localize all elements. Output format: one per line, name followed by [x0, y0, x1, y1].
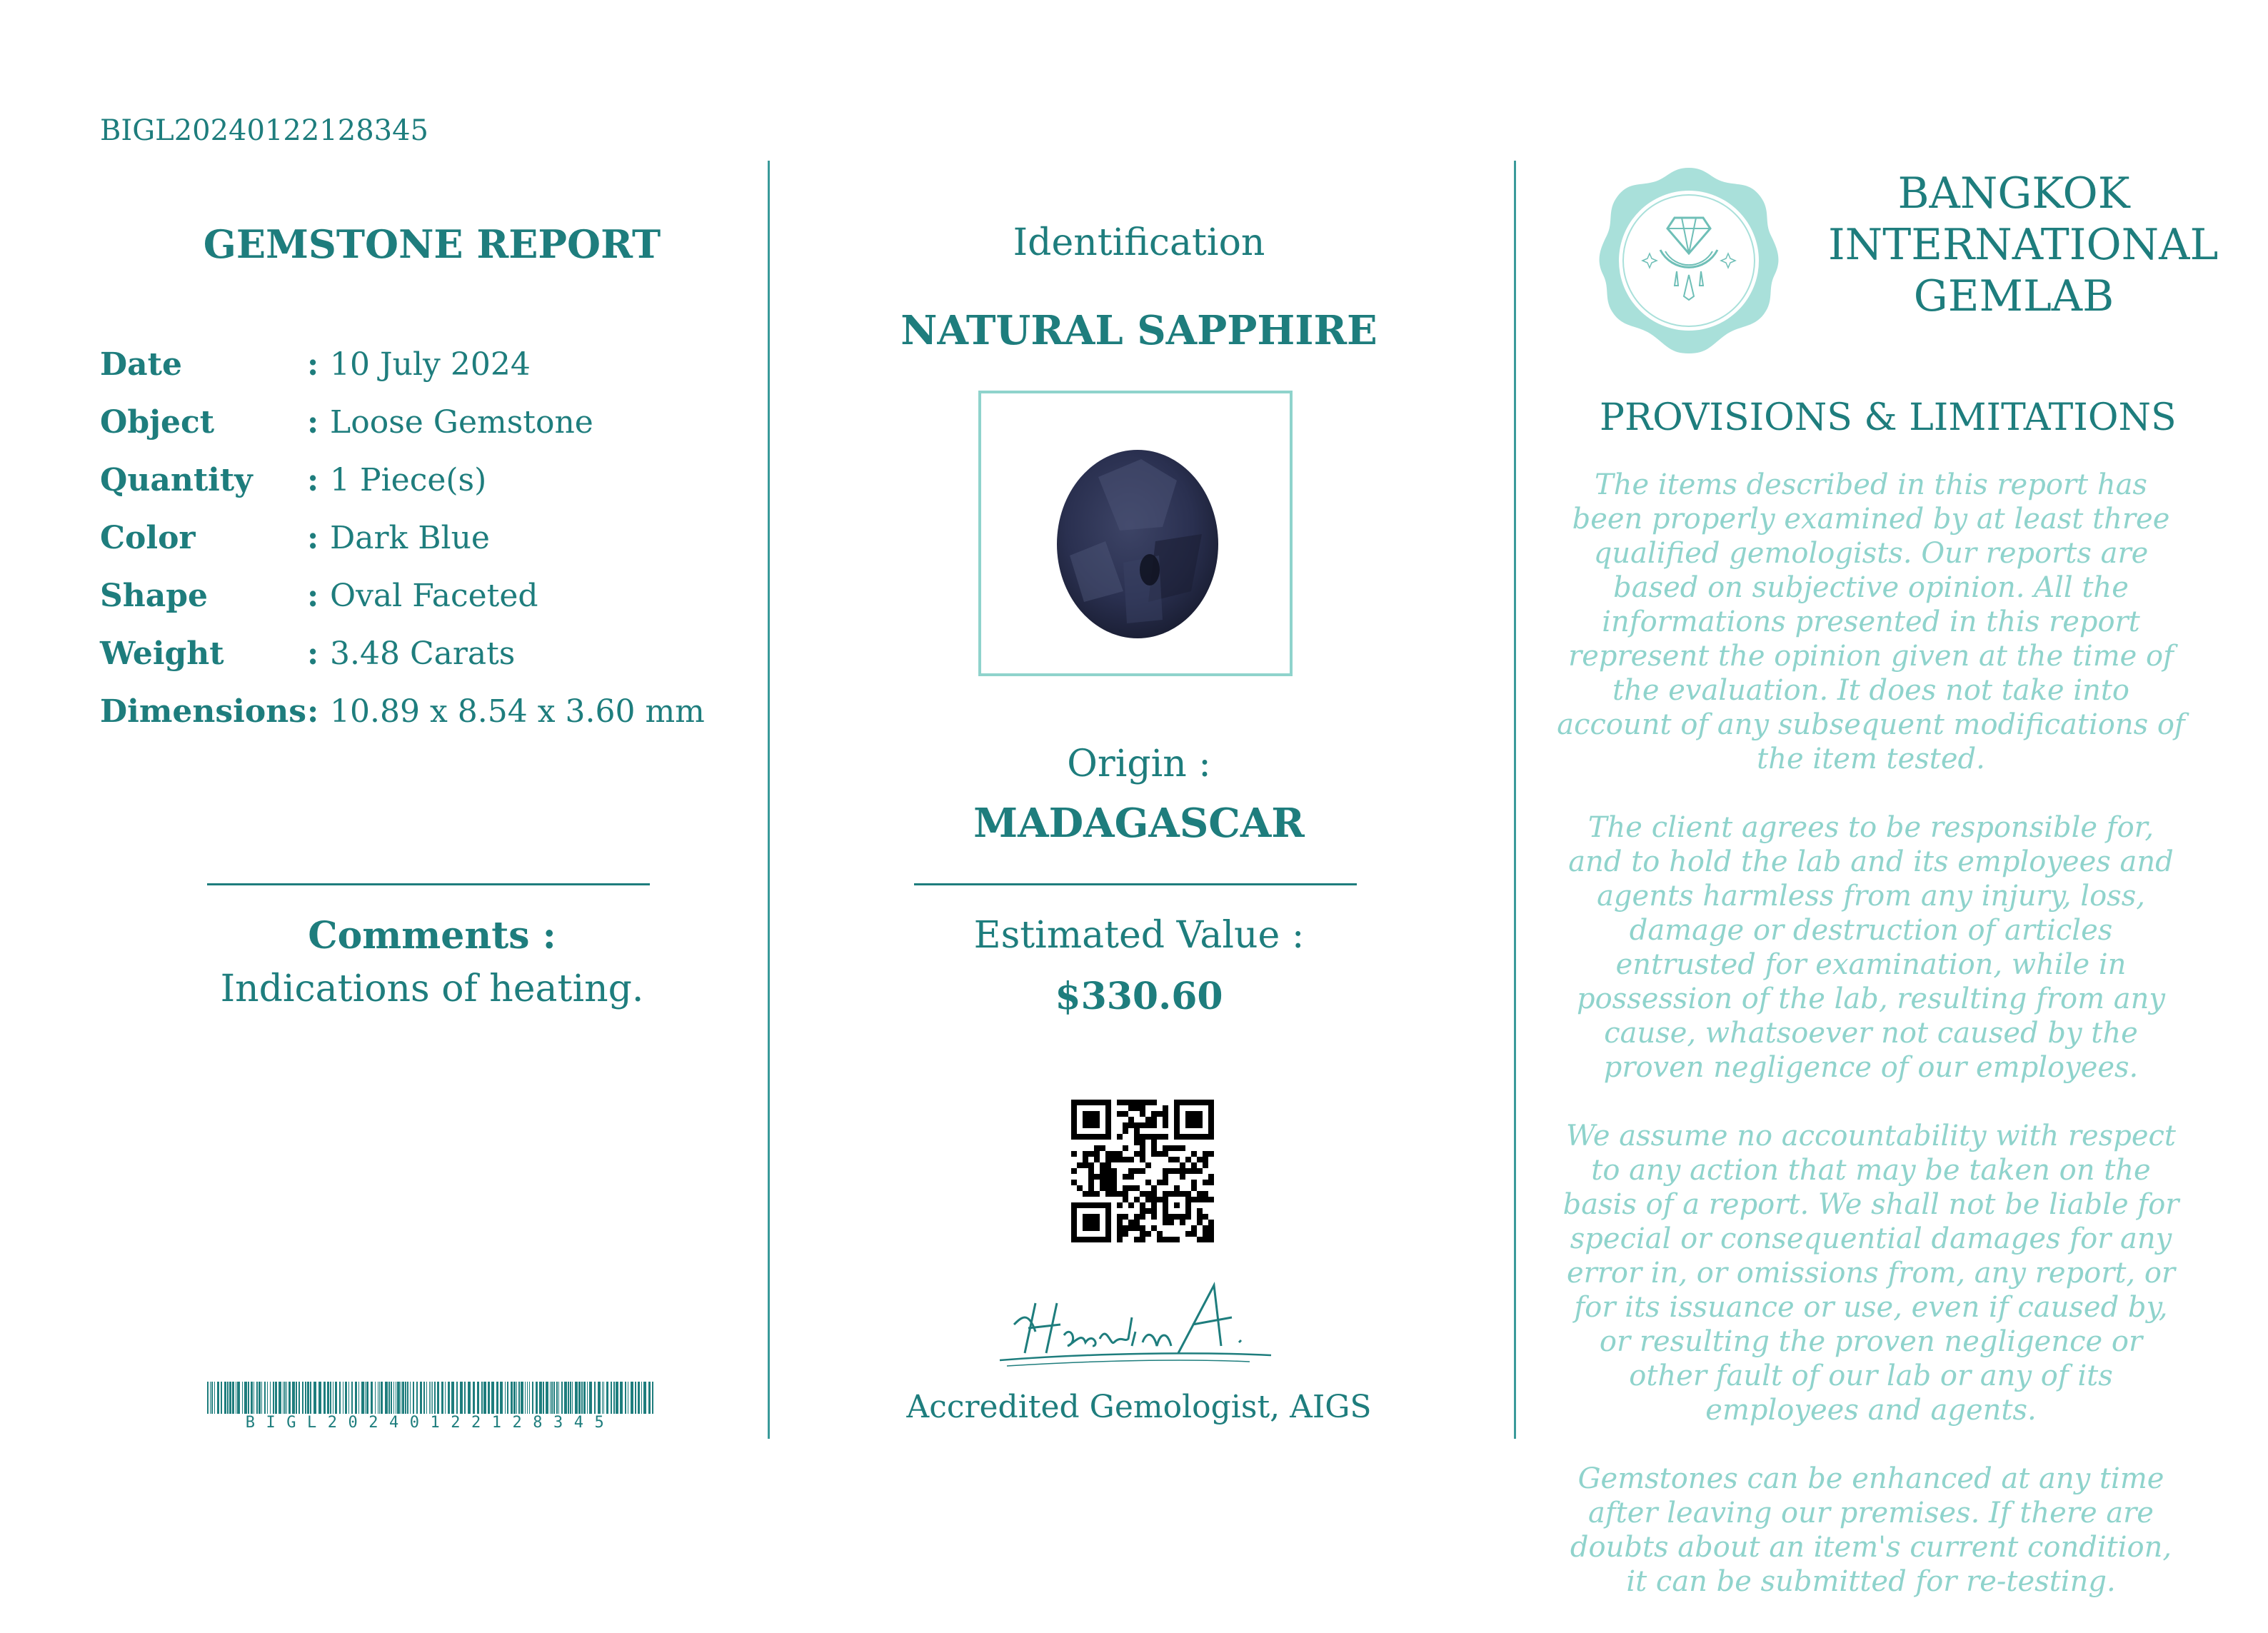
stone-name: NATURAL SAPPHIRE	[900, 307, 1378, 354]
qr-code[interactable]	[1071, 1100, 1214, 1242]
detail-separator: :	[307, 462, 319, 498]
lab-name-line: INTERNATIONAL	[1828, 220, 2219, 270]
origin-value: MADAGASCAR	[973, 800, 1305, 847]
detail-label: Weight	[100, 635, 224, 672]
detail-separator: :	[307, 693, 319, 730]
detail-row-object	[100, 393, 771, 451]
gemologist-title: Accredited Gemologist, AIGS	[906, 1389, 1372, 1425]
detail-row-quantity	[100, 451, 771, 509]
gemstone-photo	[1055, 448, 1220, 640]
detail-value: 10 July 2024	[330, 346, 531, 383]
detail-value: 10.89 x 8.54 x 3.60 mm	[330, 693, 705, 730]
provisions-paragraph: We assume no accountability with respect to any action that may be taken on the basis of a report. We shall not be liable for special or consequential damages for any error in, or omissions from, any report, or for its issuance or use, even if caused by, or resulting the proven negligence or other fault of our lab or any of its employees and agents.	[1562, 1120, 2179, 1427]
detail-label: Shape	[100, 578, 209, 614]
signature	[985, 1275, 1285, 1382]
lab-name-line: BANGKOK	[1897, 169, 2130, 218]
provisions-paragraph: The client agrees to be responsible for, and to hold the lab and its employees and agents harmless from any injury, loss, damage or destruction of articles entrusted for examination, while in possession of the lab, resulting from any cause, whatsoever not caused by the proven negligence of our employees.	[1568, 811, 2174, 1084]
provisions-paragraph: The items described in this report has been properly examined by at least three qualified gemologists. Our reports are based on subjective opinion. All the informations presented in this report represent the opinion given at the time of the evaluation. It does not take into account of any subsequent modifications of the item tested.	[1557, 468, 2185, 775]
detail-separator: :	[307, 346, 319, 383]
detail-label: Date	[100, 346, 182, 383]
barcode-text: BIGL20240122128345	[245, 1414, 616, 1432]
lab-name	[1828, 168, 2219, 322]
origin-label: Origin :	[1067, 743, 1211, 785]
comments-divider	[207, 883, 650, 885]
detail-value: Oval Faceted	[330, 578, 538, 614]
details-table	[100, 336, 771, 740]
detail-separator: :	[307, 635, 319, 672]
lab-name-line: GEMLAB	[1913, 271, 2114, 321]
detail-separator: :	[307, 578, 319, 614]
report-title: GEMSTONE REPORT	[203, 221, 661, 267]
comments-text: Indications of heating.	[220, 968, 644, 1010]
column-divider-right	[1514, 161, 1516, 1439]
detail-separator: :	[307, 404, 319, 441]
detail-value: 1 Piece(s)	[330, 462, 487, 498]
report-id: BIGL20240122128345	[100, 114, 428, 147]
detail-separator: :	[307, 520, 319, 556]
detail-label: Object	[100, 404, 215, 441]
detail-label: Quantity	[100, 462, 253, 498]
detail-row-weight	[100, 625, 771, 683]
value-divider	[914, 883, 1357, 885]
detail-value: Dark Blue	[330, 520, 490, 556]
detail-row-date	[100, 336, 771, 393]
detail-label: Color	[100, 520, 196, 556]
provisions-title: PROVISIONS & LIMITATIONS	[1600, 396, 2177, 439]
detail-row-dimensions	[100, 683, 771, 740]
estimated-value-label: Estimated Value :	[973, 914, 1305, 957]
detail-value: Loose Gemstone	[330, 404, 593, 441]
detail-label: Dimensions	[100, 693, 307, 730]
lab-seal-logo	[1592, 164, 1785, 357]
detail-row-shape	[100, 567, 771, 625]
detail-row-color	[100, 509, 771, 567]
comments-title: Comments :	[308, 914, 556, 958]
detail-value: 3.48 Carats	[330, 635, 516, 672]
provisions-paragraph: Gemstones can be enhanced at any time after leaving our premises. If there are doubts about an item's current condition, it can be submitted for re-testing.	[1570, 1462, 2172, 1598]
identification-label: Identification	[1013, 221, 1265, 264]
provisions-text	[1557, 468, 2185, 1633]
barcode	[207, 1382, 653, 1414]
estimated-value-amount: $330.60	[1055, 975, 1223, 1018]
